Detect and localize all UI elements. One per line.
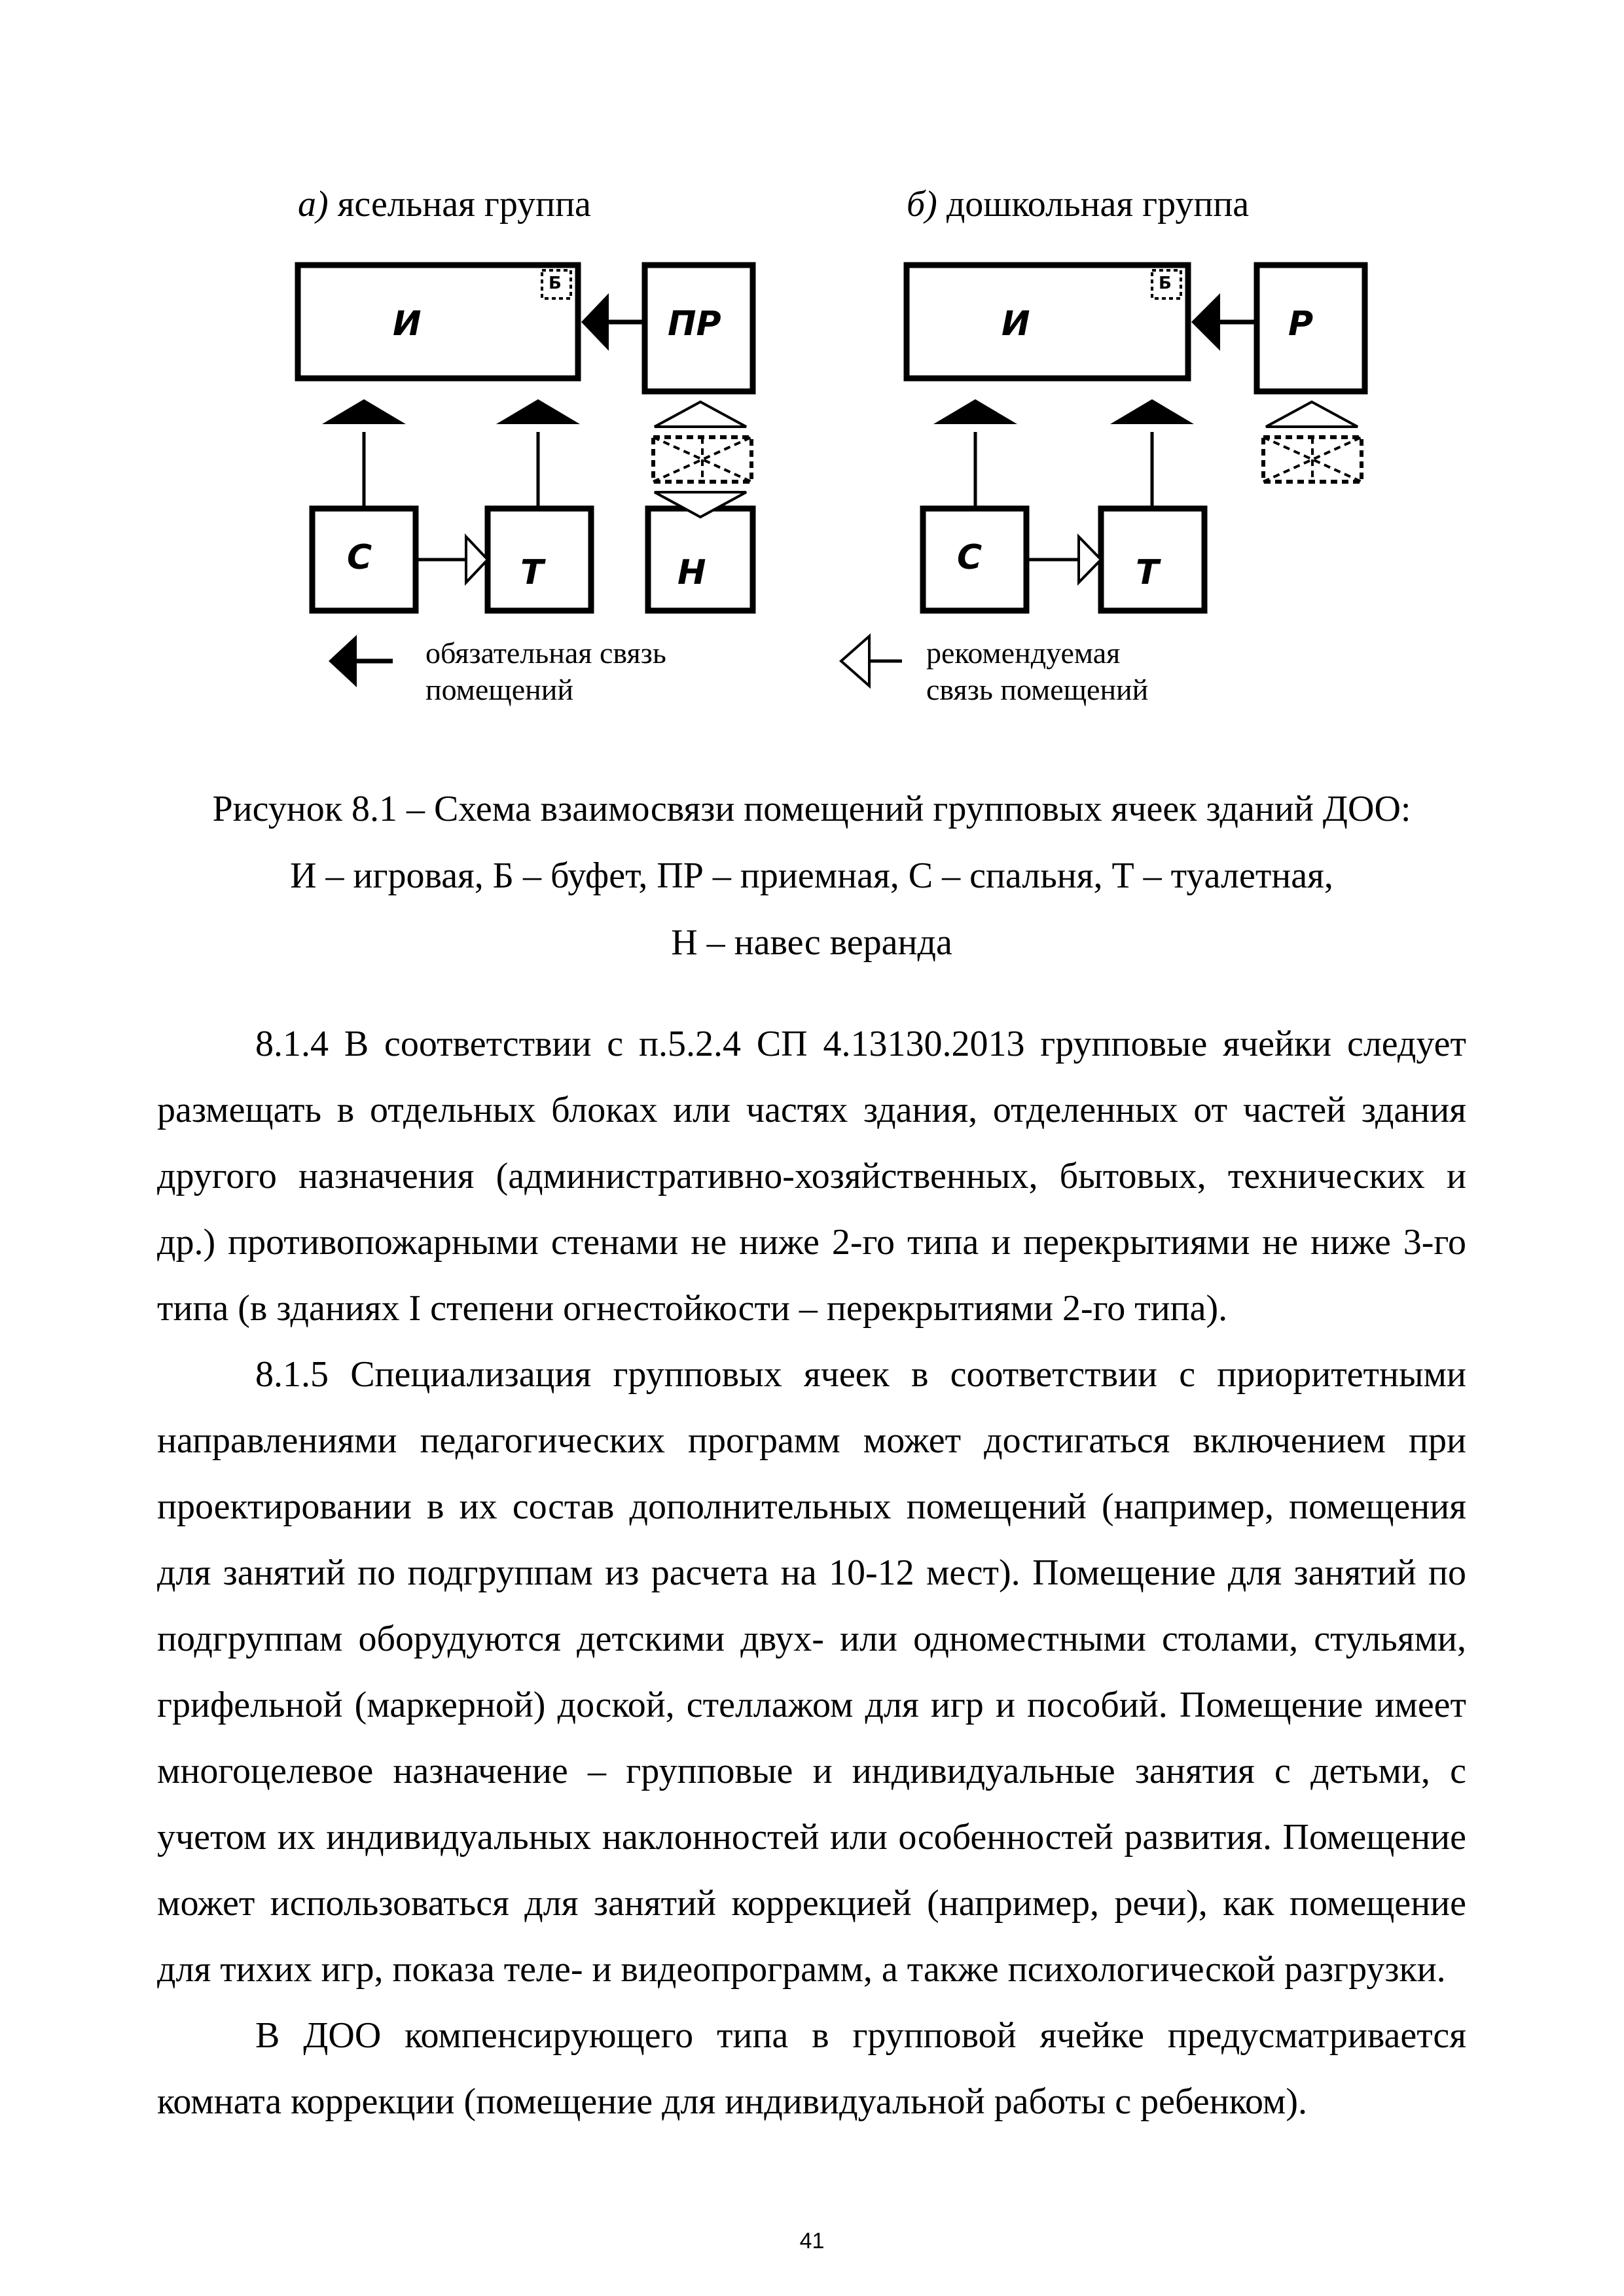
caption-line-3: Н – навес веранда bbox=[671, 922, 952, 963]
recommended-arrow-icon bbox=[655, 492, 746, 517]
mandatory-arrow-icon bbox=[933, 399, 1017, 424]
panel-b-title bbox=[907, 183, 1249, 225]
panel-b-title-text: дошкольная группа bbox=[946, 184, 1250, 224]
recommended-arrow-icon bbox=[655, 402, 746, 427]
mandatory-arrow-icon bbox=[1191, 293, 1220, 351]
legend-recommended-line1: рекомендуемая bbox=[926, 636, 1121, 670]
buffet-b-label: Б bbox=[1159, 274, 1172, 293]
toilet-b-label: Т bbox=[1136, 553, 1159, 592]
page-number: 41 bbox=[799, 2229, 825, 2253]
legend-mandatory-line2: помещений bbox=[425, 673, 573, 706]
reception-a-label: ПР bbox=[668, 304, 721, 344]
mandatory-arrow-icon bbox=[322, 399, 406, 424]
paragraph-correction-room: В ДОО компенсирующего типа в групповой ячейке предусматривается комната коррекции (помещение для индивидуальной работы с ребенком). bbox=[157, 2015, 1466, 2122]
reception-b-label: Р bbox=[1288, 304, 1314, 344]
legend-recommended-symbol bbox=[841, 636, 902, 686]
mandatory-arrow-icon bbox=[329, 635, 357, 687]
mandatory-arrow-icon bbox=[496, 399, 580, 424]
caption-line-1: Рисунок 8.1 – Схема взаимосвязи помещений групповых ячеек зданий ДОО: bbox=[212, 789, 1411, 829]
legend-mandatory-symbol bbox=[329, 635, 393, 687]
figure-caption bbox=[157, 776, 1466, 976]
legend-mandatory-line1: обязательная связь bbox=[425, 636, 666, 670]
legend-recommended-line2: связь помещений bbox=[926, 673, 1149, 706]
panel-a-title bbox=[298, 183, 591, 225]
room-relationship-diagram bbox=[0, 0, 1624, 753]
mandatory-arrow-icon bbox=[1110, 399, 1194, 424]
panel-a-title-text: ясельная группа bbox=[337, 184, 591, 224]
recommended-arrow-icon bbox=[841, 636, 869, 686]
recommended-arrow-icon bbox=[1266, 402, 1358, 427]
recommended-arrow-icon bbox=[466, 537, 488, 583]
diagram-lines bbox=[0, 0, 1624, 753]
play-room-b-label: И bbox=[1001, 304, 1030, 344]
play-room-b-box bbox=[907, 265, 1188, 378]
legend-recommended-text bbox=[926, 635, 1148, 708]
paragraph-8-1-4: 8.1.4 В соответствии с п.5.2.4 СП 4.13130.2013 групповые ячейки следует размещать в отдельных блоках или частях здания, отделенных от частей здания другого назначения (административно-хозяйственных, бытовых, технических и др.) противопожарными стенами не ниже 2-го типа и перекрытиями не ниже 3-го типа (в зданиях I степени огнестойкости – перекрытиями 2-го типа). bbox=[157, 1024, 1466, 1329]
caption-line-2: И – игровая, Б – буфет, ПР – приемная, С – спальня, Т – туалетная, bbox=[290, 855, 1333, 896]
legend-mandatory-text bbox=[425, 635, 666, 708]
body-text bbox=[157, 1011, 1466, 2135]
buffet-a-label: Б bbox=[549, 274, 562, 293]
toilet-a-label: Т bbox=[520, 553, 544, 592]
panel-b-letter: б) bbox=[907, 184, 937, 224]
mandatory-arrow-icon bbox=[581, 293, 609, 351]
bedroom-b-label: С bbox=[957, 538, 983, 577]
bedroom-a-label: С bbox=[347, 538, 372, 577]
play-room-a-box bbox=[298, 265, 578, 378]
paragraph-8-1-5: 8.1.5 Специализация групповых ячеек в соответствии с приоритетными направлениями педагогических программ может достигаться включением при проектировании в их состав дополнительных помещений (например, помещения для занятий по подгруппам из расчета на 10-12 мест). Помещение для занятий по подгруппам оборудуются детскими двух- или одноместными столами, стульями, грифельной (маркерной) доской, стеллажом для игр и пособий. Помещение имеет многоцелевое назначение – групповые и индивидуальные занятия с детьми, с учетом их индивидуальных наклонностей или особенностей развития. Помещение может использоваться для занятий коррекцией (например, речи), как помещение для тихих игр, показа теле- и видеопрограмм, а также психологической разгрузки. bbox=[157, 1354, 1466, 1990]
recommended-arrow-icon bbox=[1079, 537, 1101, 583]
veranda-a-label: Н bbox=[677, 553, 706, 592]
panel-a-letter: а) bbox=[298, 184, 329, 224]
play-room-a-label: И bbox=[393, 304, 422, 344]
